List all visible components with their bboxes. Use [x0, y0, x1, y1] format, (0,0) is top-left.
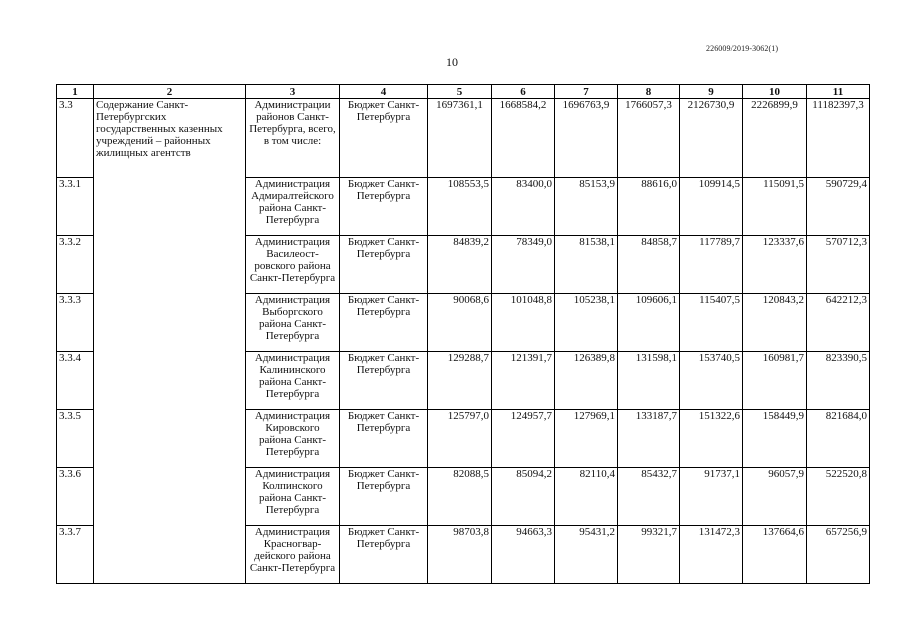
- value-cell: 95431,2: [555, 526, 618, 584]
- row-code: 3.3.6: [57, 468, 94, 526]
- value-cell: 642212,3: [807, 294, 870, 352]
- value-cell: 124957,7: [492, 410, 555, 468]
- source-cell: Бюджет Санкт-Петербурга: [340, 526, 428, 584]
- value-cell: 88616,0: [618, 178, 680, 236]
- value-cell: 78349,0: [492, 236, 555, 294]
- value-cell: 94663,3: [492, 526, 555, 584]
- value-cell: 123337,6: [743, 236, 807, 294]
- source-cell: Бюджет Санкт-Петербурга: [340, 236, 428, 294]
- value-cell: 109606,1: [618, 294, 680, 352]
- source-cell: Бюджет Санкт-Петербурга: [340, 178, 428, 236]
- value-cell: 115091,5: [743, 178, 807, 236]
- value-cell: 85432,7: [618, 468, 680, 526]
- value-cell: 151322,6: [680, 410, 743, 468]
- value-cell: 82088,5: [428, 468, 492, 526]
- source-cell: Бюджет Санкт-Петербурга: [340, 468, 428, 526]
- value-cell: 85153,9: [555, 178, 618, 236]
- value-cell: 570712,3: [807, 236, 870, 294]
- value-cell: 90068,6: [428, 294, 492, 352]
- source-cell: Бюджет Санкт-Петербурга: [340, 99, 428, 178]
- page-number: 10: [446, 55, 458, 69]
- table-row-section: [57, 99, 870, 178]
- value-cell: 108553,5: [428, 178, 492, 236]
- value-cell: 137664,6: [743, 526, 807, 584]
- row-code: 3.3.5: [57, 410, 94, 468]
- col-header-3: 3: [246, 85, 340, 99]
- source-cell: Бюджет Санкт-Петербурга: [340, 410, 428, 468]
- col-header-2: 2: [94, 85, 246, 99]
- row-code: 3.3.2: [57, 236, 94, 294]
- value-cell: 84858,7: [618, 236, 680, 294]
- value-cell: 126389,8: [555, 352, 618, 410]
- value-cell: 129288,7: [428, 352, 492, 410]
- value-cell: 91737,1: [680, 468, 743, 526]
- col-header-9: 9: [680, 85, 743, 99]
- value-cell: 125797,0: [428, 410, 492, 468]
- value-cell: 109914,5: [680, 178, 743, 236]
- admin-cell: Администрация Кировского района Санкт-Петербурга: [246, 410, 340, 468]
- value-cell: 96057,9: [743, 468, 807, 526]
- value-cell: 105238,1: [555, 294, 618, 352]
- admin-cell: Администрация Василеост-ровского района Санкт-Петербурга: [246, 236, 340, 294]
- admin-cell: Администрация Колпинского района Санкт-Петербурга: [246, 468, 340, 526]
- admin-cell: Администрация Калининского района Санкт-Петербурга: [246, 352, 340, 410]
- col-header-11: 11: [807, 85, 870, 99]
- value-cell: 158449,9: [743, 410, 807, 468]
- value-cell: 590729,4: [807, 178, 870, 236]
- col-header-6: 6: [492, 85, 555, 99]
- value-cell: 120843,2: [743, 294, 807, 352]
- document-id: 226009/2019-3062(1): [706, 44, 779, 53]
- col-header-1: 1: [57, 85, 94, 99]
- row-code: 3.3.3: [57, 294, 94, 352]
- value-cell: 83400,0: [492, 178, 555, 236]
- admin-cell: Администрации районов Санкт-Петербурга, всего, в том числе:: [246, 99, 340, 178]
- admin-cell: Администрация Адмиралтейского района Санкт-Петербурга: [246, 178, 340, 236]
- value-cell: 81538,1: [555, 236, 618, 294]
- admin-cell: Администрация Красногвар-дейского района Санкт-Петербурга: [246, 526, 340, 584]
- value-cell: 1696763,9: [555, 99, 618, 178]
- value-cell: 121391,7: [492, 352, 555, 410]
- row-code: 3.3: [57, 99, 94, 178]
- value-cell: 1668584,2: [492, 99, 555, 178]
- row-code: 3.3.7: [57, 526, 94, 584]
- value-cell: 101048,8: [492, 294, 555, 352]
- value-cell: 1766057,3: [618, 99, 680, 178]
- value-cell: 82110,4: [555, 468, 618, 526]
- header-row: [57, 85, 870, 99]
- value-cell: 823390,5: [807, 352, 870, 410]
- admin-cell: Администрация Выборгского района Санкт-Петербурга: [246, 294, 340, 352]
- col-header-4: 4: [340, 85, 428, 99]
- col-header-7: 7: [555, 85, 618, 99]
- row-code: 3.3.4: [57, 352, 94, 410]
- value-cell: 99321,7: [618, 526, 680, 584]
- row-code: 3.3.1: [57, 178, 94, 236]
- value-cell: 131472,3: [680, 526, 743, 584]
- value-cell: 160981,7: [743, 352, 807, 410]
- value-cell: 115407,5: [680, 294, 743, 352]
- col-header-10: 10: [743, 85, 807, 99]
- value-cell: 85094,2: [492, 468, 555, 526]
- col-header-8: 8: [618, 85, 680, 99]
- section-name: Содержание Санкт-Петербургских государственных казенных учреждений – районных жилищных агентств: [94, 99, 246, 584]
- value-cell: 2226899,9: [743, 99, 807, 178]
- value-cell: 11182397,3: [807, 99, 870, 178]
- source-cell: Бюджет Санкт-Петербурга: [340, 294, 428, 352]
- col-header-5: 5: [428, 85, 492, 99]
- value-cell: 98703,8: [428, 526, 492, 584]
- value-cell: 133187,7: [618, 410, 680, 468]
- source-cell: Бюджет Санкт-Петербурга: [340, 352, 428, 410]
- value-cell: 153740,5: [680, 352, 743, 410]
- value-cell: 657256,9: [807, 526, 870, 584]
- value-cell: 522520,8: [807, 468, 870, 526]
- value-cell: 821684,0: [807, 410, 870, 468]
- value-cell: 1697361,1: [428, 99, 492, 178]
- budget-table: [56, 84, 870, 584]
- value-cell: 117789,7: [680, 236, 743, 294]
- value-cell: 84839,2: [428, 236, 492, 294]
- value-cell: 131598,1: [618, 352, 680, 410]
- value-cell: 2126730,9: [680, 99, 743, 178]
- value-cell: 127969,1: [555, 410, 618, 468]
